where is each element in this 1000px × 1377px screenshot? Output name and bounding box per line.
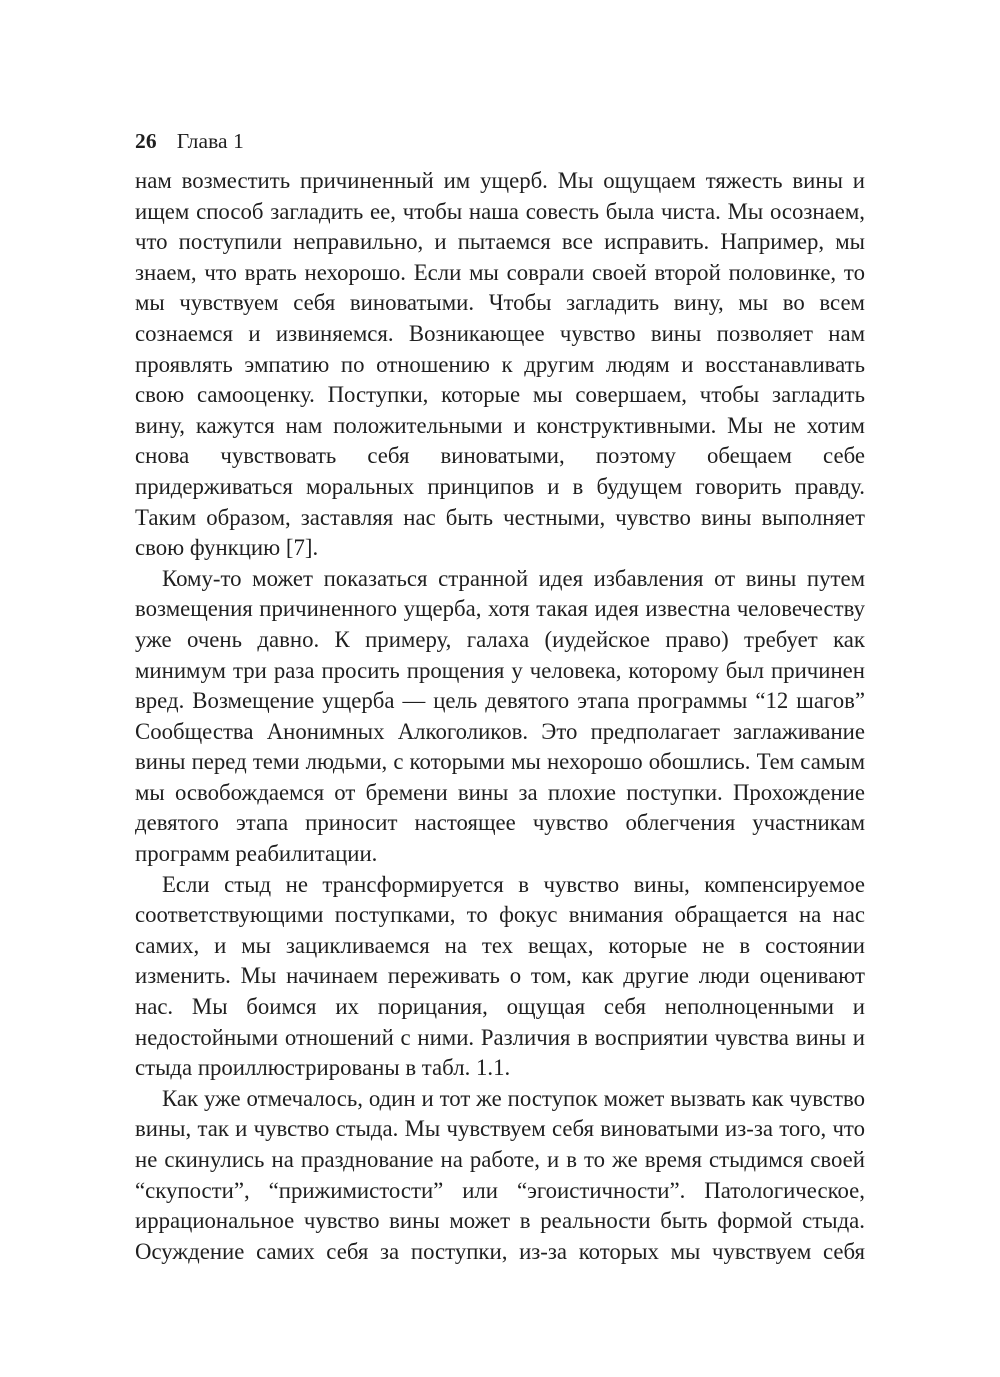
running-head	[135, 127, 865, 157]
book-page	[135, 127, 865, 1267]
paragraph-2: Кому-то может показаться странной идея избавления от вины путем возмещения причиненного ущерба, хотя такая идея известна человечеству уже очень давно. К примеру, галаха (иудейское право) требует как минимум три раза просить прощения у человека, которому был причинен вред. Возмещение ущерба — цель девятого этапа программы “12 шагов” Сообщества Анонимных Алкоголиков. Это предполагает заглаживание вины перед теми людьми, с которыми мы нехорошо обошлись. Тем самым мы освобождаемся от бремени вины за плохие поступки. Прохождение девятого этапа приносит настоящее чувство облегчения участникам программ реабилитации.	[135, 565, 865, 867]
body-text	[135, 166, 865, 1267]
paragraph-1: нам возместить причиненный им ущерб. Мы ощущаем тяжесть вины и ищем способ загладить ее, чтобы наша совесть была чиста. Мы осознаем, что поступили неправильно, и пытаемся все исправить. Например, мы знаем, что врать нехорошо. Если мы соврали своей второй половинке, то мы чувствуем себя виноватыми. Чтобы загладить вину, мы во всем сознаемся и извиняемся. Возникающее чувство вины позволяет нам проявлять эмпатию по отношению к другим людям и восстанавливать свою самооценку. Поступки, которые мы совершаем, чтобы загладить вину, кажутся нам положительными и конструктивными. Мы не хотим снова чувствовать себя виноватыми, поэтому обещаем себе придерживаться моральных принципов и в будущем говорить правду. Таким образом, заставляя нас быть честными, чувство вины выполняет свою функцию [7].	[135, 168, 865, 561]
paragraph-3: Если стыд не трансформируется в чувство вины, компенсируемое соответствующими поступками, то фокус внимания обращается на нас самих, и мы зацикливаемся на тех вещах, которые не в состоянии изменить. Мы начинаем переживать о том, как другие люди оценивают нас. Мы боимся их порицания, ощущая себя неполноценными и недостойными отношений с ними. Различия в восприятии чувства вины и стыда проиллюстрированы в табл. 1.1.	[135, 871, 865, 1081]
paragraph-4: Как уже отмечалось, один и тот же поступок может вызвать как чувство вины, так и чувство стыда. Мы чувствуем себя виноватыми из-за того, что не скинулись на празднование на работе, и в то же время стыдимся своей “скупости”, “прижимистости” или “эгоистичности”. Патологическое, иррациональное чувство вины может в реальности быть формой стыда. Осуждение самих себя за поступки, из-за которых мы чувствуем себя	[135, 1085, 865, 1264]
page-number: 26	[135, 129, 157, 153]
chapter-title: Глава 1	[176, 129, 245, 153]
